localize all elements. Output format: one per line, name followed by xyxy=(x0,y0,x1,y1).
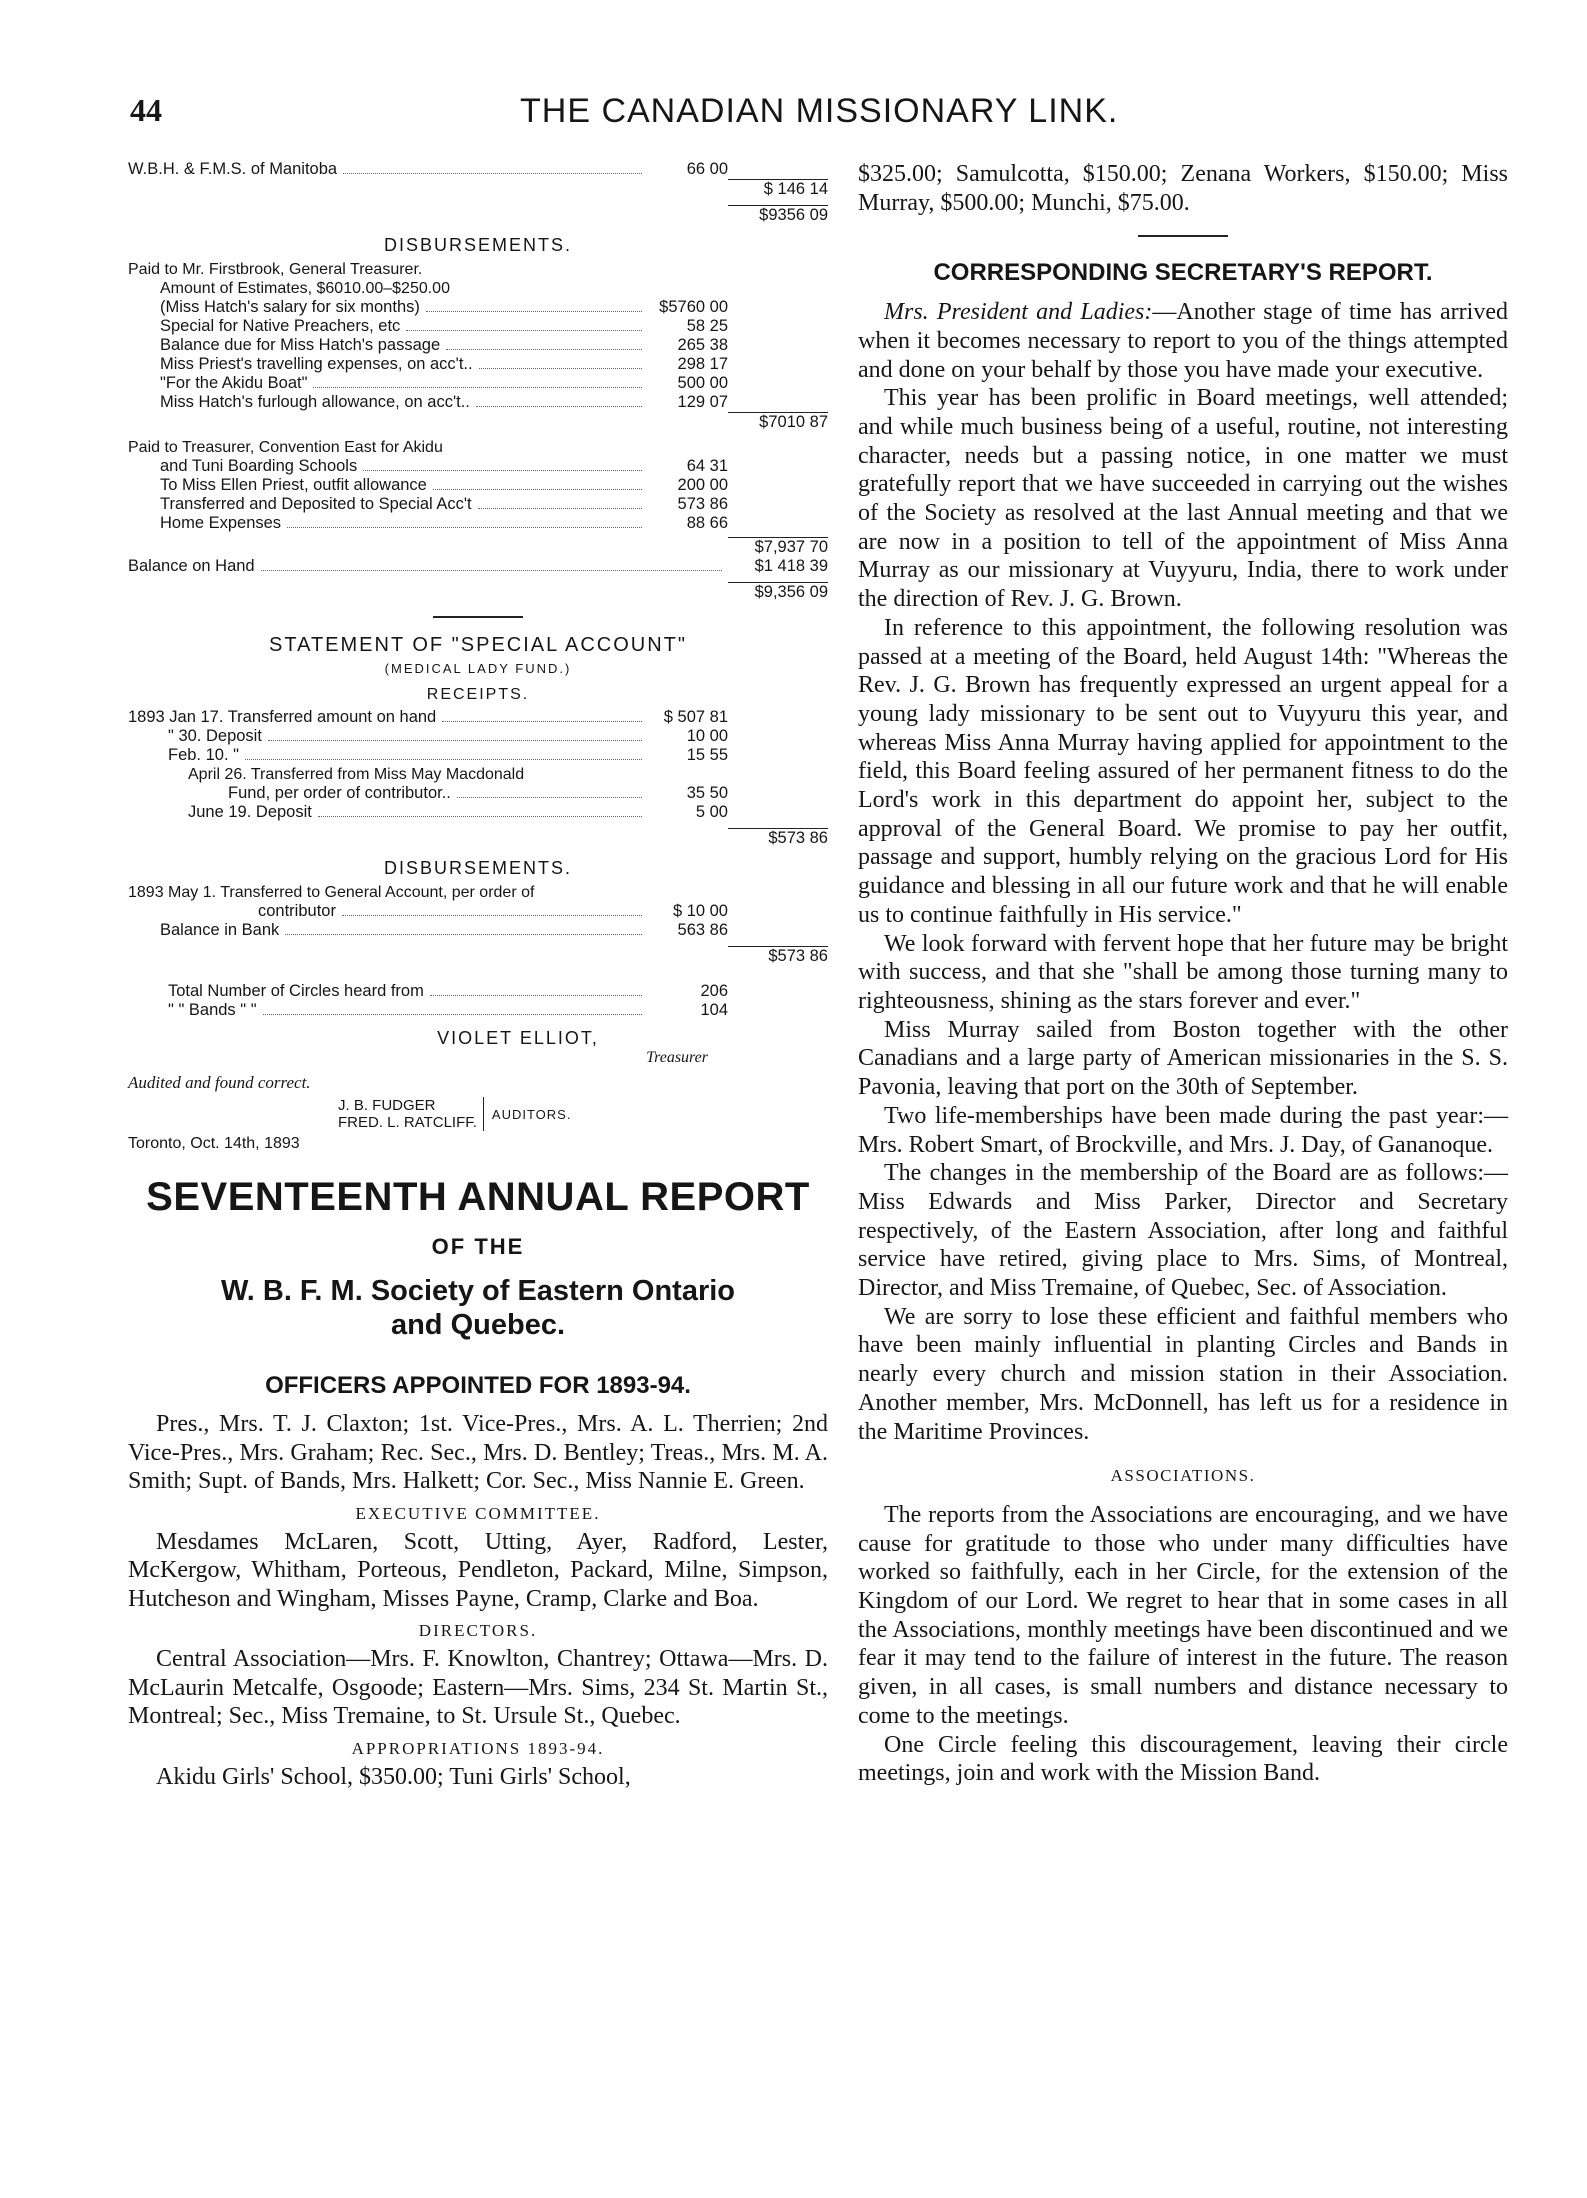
disbursement-item: (Miss Hatch's salary for six months) $5760 00 xyxy=(160,298,728,316)
report-paragraph: Two life-memberships have been made during the past year:—Mrs. Robert Smart, of Brockville, and Mrs. J. Day, of Gananoque. xyxy=(858,1102,1508,1158)
report-paragraph: Miss Murray sailed from Boston together with the other Canadians and a large party of American missionaries in the S. S. Pavonia, leaving that port on the 30th of September. xyxy=(858,1016,1508,1101)
associations-paragraph: The reports from the Associations are encouraging, and we have cause for gratitude to those who under many difficulties have worked so faithfully, each in her Circle, for the extension of the Kingdom of our Lord. We regret to hear that in some cases in all the Associations, monthly meetings have been discontinued and we fear it may tend to the failure of interest in the future. The reason given, in all cases, is small numbers and distance necessary to come to the meetings. xyxy=(858,1501,1508,1729)
disbursement-total: $7010 87 xyxy=(128,412,828,432)
appropriations-text: Akidu Girls' School, $350.00; Tuni Girls' School, xyxy=(156,1763,631,1790)
report-date: Toronto, Oct. 14th, 1893 xyxy=(128,1135,300,1152)
salutation: Mrs. President and Ladies: xyxy=(884,299,1153,326)
associations-heading: ASSOCIATIONS. xyxy=(1110,1466,1256,1486)
april-line-1: April 26. Transferred from Miss May Macdonald xyxy=(188,766,525,783)
divider xyxy=(1138,235,1228,237)
disbursement-sum: $7,937 70 xyxy=(128,537,828,557)
disbursement-item: Miss Priest's travelling expenses, on acc't.. 298 17 xyxy=(160,355,728,373)
paid-line-1: Paid to Mr. Firstbrook, General Treasurer. xyxy=(128,261,423,278)
report-paragraph: In reference to this appointment, the following resolution was passed at a meeting of the Board, held August 14th: "Whereas the Rev. J. G. Brown has frequently expressed an urgent appeal for a young lady missionary to be sent out to Vuyyuru this year, and whereas Miss Anna Murray having applied for appointment to the field, this Board feeling assured of her permanent fitness to do the Lord's work in this department do appoint her, subject to the approval of the General Board. We promise to pay her outfit, passage and support, humbly relying on the gracious Lord for His guidance and blessing in all our future work and that he will enable us to continue faithfully in His service." xyxy=(858,614,1508,928)
auditors-block: J. B. FUDGER FRED. L. RATCLIFF. AUDITORS. xyxy=(338,1097,572,1131)
receipt-item: Feb. 10. " 15 55 xyxy=(168,746,728,764)
receipt-item: " 30. Deposit 10 00 xyxy=(168,727,728,745)
journal-title: THE CANADIAN MISSIONARY LINK. xyxy=(520,92,1119,130)
left-column xyxy=(128,160,828,1791)
exec-text: Mesdames McLaren, Scott, Utting, Ayer, Radford, Lester, McKergow, Whitham, Porteous, Pendleton, Packard, Milne, Simpson, Hutcheson and Wingham, Misses Payne, Cramp, Clarke and Boa. xyxy=(128,1528,828,1612)
disbursement-item: Miss Hatch's furlough allowance, on acc't.. 129 07 xyxy=(160,393,728,411)
audited-note: Audited and found correct. xyxy=(128,1073,311,1092)
treasurer-item: Home Expenses 88 66 xyxy=(160,514,728,532)
treasurer-title: Treasurer xyxy=(646,1049,708,1066)
treasurer-item: Transferred and Deposited to Special Acc't 573 86 xyxy=(160,495,728,513)
may-line-1: 1893 May 1. Transferred to General Account, per order of xyxy=(128,884,535,901)
treasurer-items xyxy=(128,457,828,533)
receipts-heading: RECEIPTS. xyxy=(426,686,530,703)
paid-line-2: Paid to Treasurer, Convention East for Akidu xyxy=(128,439,443,456)
report-paragraph: This year has been prolific in Board meetings, well attended; and while much business being of a useful, routine, not interesting character, needs but a passing notice, in one matter we must gratefully report that we have succeeded in carrying out the wishes of the Society as resolved at the last Annual meeting and that we are now in a position to tell of the appointment of Miss Anna Murray as our missionary at Vuyyuru, India, there to work under the direction of Rev. J. G. Brown. xyxy=(858,385,1508,613)
manitoba-total: $9356 09 xyxy=(128,205,828,225)
society-line-2: and Quebec. xyxy=(390,1309,566,1341)
report-paragraph: We look forward with fervent hope that her future may be bright with success, and that she "shall be among those turning many to righteousness, shining as the stars forever and ever." xyxy=(858,930,1508,1014)
special-account-subheading: (MEDICAL LADY FUND.) xyxy=(384,661,572,676)
special-total: $573 86 xyxy=(128,946,828,966)
appropriations-heading: APPROPRIATIONS 1893-94. xyxy=(351,1738,605,1758)
officers-text: Pres., Mrs. T. J. Claxton; 1st. Vice-Pres., Mrs. A. L. Therrien; 2nd Vice-Pres., Mrs. Graham; Rec. Sec., Mrs. D. Bentley; Treas., Mrs. M. A. Smith; Supt. of Bands, Mrs. Halkett; Cor. Sec., Miss Nannie E. Green. xyxy=(128,1411,828,1494)
disbursement-item: Balance due for Miss Hatch's passage 265 38 xyxy=(160,336,728,354)
directors-text: Central Association—Mrs. F. Knowlton, Chantrey; Ottawa—Mrs. D. McLaurin Metcalfe, Osgoode; Eastern—Mrs. Sims, 234 St. Martin St., Montreal; Sec., Miss Tremaine, to St. Ursule St., Quebec. xyxy=(128,1646,828,1729)
officers-heading: OFFICERS APPOINTED FOR 1893-94. xyxy=(265,1372,691,1399)
appropriations-continued: $325.00; Samulcotta, $150.00; Zenana Workers, $150.00; Miss Murray, $500.00; Munchi, $75.00. xyxy=(858,161,1508,216)
special-disbursements-heading: DISBURSEMENTS. xyxy=(383,858,573,878)
report-paragraph: We are sorry to lose these efficient and faithful members who have been mainly influential in planting Circles and Bands in nearly every church and mission station in their Association. Another member, Mrs. McDonnell, has left us for a residence in the Maritime Provinces. xyxy=(858,1303,1508,1445)
treasurer-name: VIOLET ELLIOT, xyxy=(437,1028,599,1048)
circles-row: Total Number of Circles heard from 206 xyxy=(168,982,728,1000)
april-row: Fund, per order of contributor.. 35 50 xyxy=(228,784,728,802)
disbursements-heading: DISBURSEMENTS. xyxy=(383,235,573,255)
secretary-report-heading: CORRESPONDING SECRETARY'S REPORT. xyxy=(933,259,1433,287)
grand-total-row: $9,356 09 xyxy=(128,582,828,602)
exec-heading: EXECUTIVE COMMITTEE. xyxy=(355,1503,601,1523)
treasurer-item: To Miss Ellen Priest, outfit allowance 200 00 xyxy=(160,476,728,494)
receipts-list xyxy=(128,708,828,765)
divider xyxy=(433,616,523,618)
associations-paragraph: One Circle feeling this discouragement, leaving their circle meetings, join and work with the Mission Band. xyxy=(858,1731,1508,1787)
right-column xyxy=(858,160,1508,1788)
page-header xyxy=(0,92,1587,152)
may-row: contributor $ 10 00 xyxy=(258,902,728,920)
bands-row: " " Bands " " 104 xyxy=(168,1001,728,1019)
disbursement-item: "For the Akidu Boat" 500 00 xyxy=(160,374,728,392)
associations-paragraphs xyxy=(858,1501,1508,1788)
treasurer-item: and Tuni Boarding Schools 64 31 xyxy=(160,457,728,475)
report-paragraph: The changes in the membership of the Board are as follows:—Miss Edwards and Miss Parker, Director and Secretary respectively, of the Eastern Association, after long and faithful service have retired, giving place to Mrs. Sims, of Montreal, Director, and Miss Tremaine, of Quebec, Sec. of Association. xyxy=(858,1160,1508,1302)
society-line-1: W. B. F. M. Society of Eastern Ontario xyxy=(220,1275,736,1307)
receipt-item: 1893 Jan 17. Transferred amount on hand $ 507 81 xyxy=(128,708,728,726)
directors-heading: DIRECTORS. xyxy=(418,1621,538,1640)
balance-row: Balance on Hand $1 418 39 xyxy=(128,557,828,575)
report-paragraphs xyxy=(858,384,1508,1446)
disbursement-item: Special for Native Preachers, etc 58 25 xyxy=(160,317,728,335)
page-number: 44 xyxy=(130,92,162,128)
disbursement-items xyxy=(128,298,828,412)
manitoba-subtotal: $ 146 14 xyxy=(128,179,828,199)
special-account-heading: STATEMENT OF "SPECIAL ACCOUNT" xyxy=(269,634,687,656)
report-title: SEVENTEENTH ANNUAL REPORT xyxy=(146,1175,810,1219)
receipts-total: $573 86 xyxy=(128,828,828,848)
june-row: June 19. Deposit 5 00 xyxy=(188,803,728,821)
of-the: OF THE xyxy=(431,1234,525,1259)
report-opening: Mrs. President and Ladies:—Another stage of time has arrived when it becomes necessary to report to you of the things attempted and done on your behalf by those you have made your executive. xyxy=(858,299,1508,383)
bank-row: Balance in Bank 563 86 xyxy=(160,921,728,939)
manitoba-row: W.B.H. & F.M.S. of Manitoba 66 00 xyxy=(128,160,728,178)
estimates-line: Amount of Estimates, $6010.00–$250.00 xyxy=(160,280,450,297)
